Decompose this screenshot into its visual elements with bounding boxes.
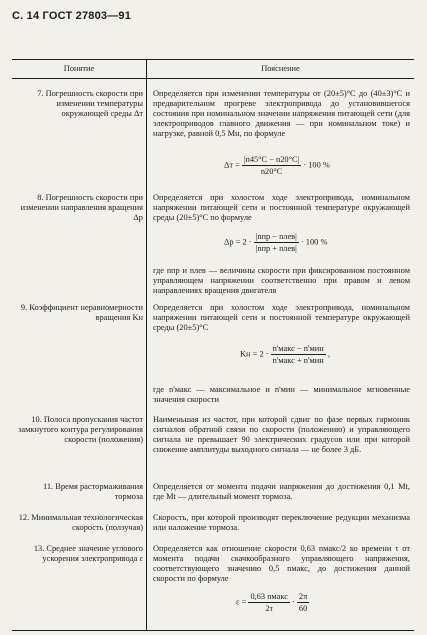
term-9: 9. Коэффициент неравномерности вращения Kн — [20, 303, 143, 323]
formula-7-tail: · 100 % — [303, 160, 330, 170]
definitions-table — [12, 59, 414, 631]
description-9: Определяется при холостом ходе электропривода, номинальном напряжении питающей сети и постоянной температуре окружающей среды (20±5)°С — [153, 303, 410, 333]
formula-9-numerator: n'макс − n'мин — [272, 344, 324, 353]
formula-7-fraction — [242, 155, 301, 176]
formula-8 — [224, 232, 327, 253]
formula-8-fraction — [254, 232, 299, 253]
formula-13-denominator-2: 60 — [298, 604, 308, 613]
header-divider — [12, 78, 414, 79]
description-10: Наименьшая из частот, при которой сдвиг по фазе первых гармоник сигналов обратной связи по скорости (положению) и управляющего сигнала не превышает 90 электрических градусов или при которой снижение амплитуды выходного сигнала — не более 3 дБ. — [153, 415, 410, 455]
formula-8-denominator: |nпр + nлев| — [255, 244, 297, 253]
term-7: 7. Погрешность скорости при изменении температуры окружающей среды Δт — [37, 89, 143, 119]
formula-13-fraction-2 — [297, 592, 309, 613]
formula-7 — [224, 155, 330, 176]
term-13: 13. Среднее значение углового ускорения электропривода ε — [33, 544, 143, 564]
formula-9-denominator: n'макс + n'мин — [272, 356, 324, 365]
description-13: Определяется как отношение скорости 0,63 nмакс/2 ко времени τ от момента подачи скачкообразного управляющего напряжения, соответствующего значению 0,5 nмакс, до достижения данной скорости по формуле — [153, 544, 410, 584]
formula-13-denominator: 2τ — [265, 604, 273, 613]
formula-13-lhs: ε = — [236, 597, 247, 607]
formula-13-dot: · — [292, 597, 295, 607]
formula-9-tail: , — [327, 349, 330, 359]
formula-7-numerator: |n45°C − n20°C| — [243, 155, 300, 164]
note-9: где n'макс — максимальное и n'мин — минимальное мгновенные значения скорости — [153, 385, 410, 405]
term-12: 12. Минимальная технологическая скорость (ползучая) — [18, 513, 143, 533]
term-8: 8. Погрешность скорости при изменении направления вращения Δр — [20, 193, 143, 223]
note-8: где nпр и nлев — величины скорости при фиксированном постоянном управляющем напряжении соответственно при правом и левом направлениях вращения двигателя — [153, 266, 410, 296]
term-11: 11. Время растормаживания тормоза — [42, 482, 143, 502]
column-divider — [146, 60, 147, 630]
formula-9-fraction — [271, 344, 326, 365]
description-11: Определяется от момента подачи напряжения до достижения 0,1 Мt, где Мt — длительный момент тормоза. — [153, 482, 410, 502]
formula-13-numerator: 0,63 nмакс — [250, 592, 288, 601]
column-header-description: Пояснение — [261, 64, 300, 73]
formula-8-numerator: |nпр − nлев| — [255, 232, 297, 241]
formula-7-denominator: n20°C — [260, 167, 283, 176]
formula-8-lhs: Δр = 2 · — [224, 237, 252, 247]
description-7: Определяется при изменении температуры от (20±5)°С до (40±3)°С и предварительном прогреве электропривода до установившегося состояния при номинальном значении напряжения питающей сети (для электроприводов главного движения — при номинальном токе) и нагрузке, равной 0,5 Мн, по формуле — [153, 89, 410, 139]
term-10: 10. Полоса пропускания частот замкнутого контура регулирования скорости (положения) — [18, 415, 143, 445]
column-header-term: Понятие — [63, 64, 95, 73]
formula-8-tail: · 100 % — [300, 237, 328, 247]
formula-13-fraction — [248, 592, 289, 613]
description-8: Определяется при холостом ходе электропривода, номинальном напряжении питающей сети и постоянной температуре окружающей среды (20±5)°С по формуле — [153, 193, 410, 223]
formula-9-lhs: Kн = 2 · — [240, 349, 269, 359]
formula-9 — [240, 344, 330, 365]
formula-13 — [236, 592, 309, 613]
formula-13-numerator-2: 2π — [298, 592, 308, 601]
formula-7-lhs: Δт = — [224, 160, 240, 170]
description-12: Скорость, при которой производят переключение редукции механизма или наложение тормоза. — [153, 513, 410, 533]
page-header: С. 14 ГОСТ 27803—91 — [12, 10, 132, 22]
